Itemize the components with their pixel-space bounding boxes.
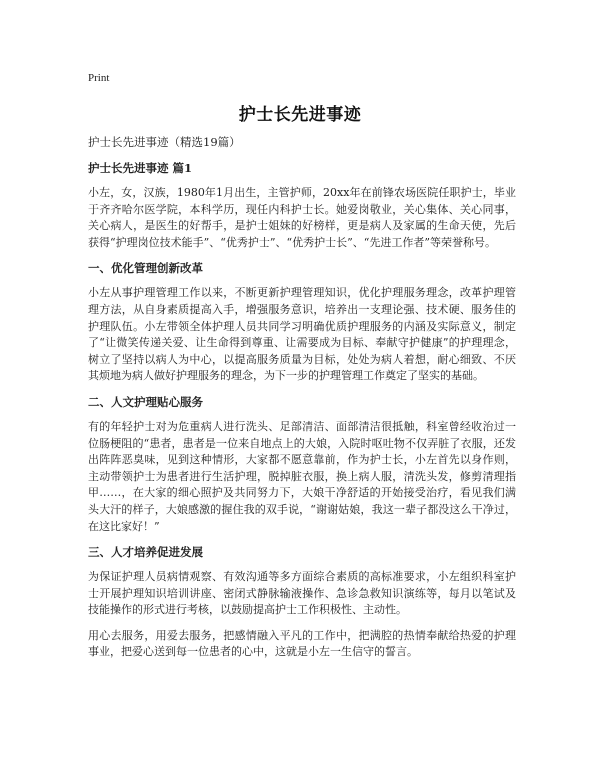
section-heading-talent-training: 三、人才培养促进发展 <box>88 545 203 560</box>
intro-paragraph: 小左，女，汉族，1980年1月出生，主管护师，20xx年在前锋农场医院任职护士，毕业于齐齐哈尔医学院，本科学历，现任内科护士长。她爱岗敬业，关心集体、关心同事，关心病人，是医生的好帮手，是护士姐妹的好榜样，更是病人及家属的生命天使，先后获得“护理岗位技术能手”、“优秀护士”、“优秀护士长”、“先进工作者”等荣誉称号。 <box>88 186 516 249</box>
section-paragraph: 为保证护理人员病情观察、有效沟通等多方面综合素质的高标准要求，小左组织科室护士开展护理知识培训讲座、密闭式静脉输液操作、急诊急救知识演练等，每月以笔试及技能操作的形式进行考核，以鼓励提高护士工作积极性、主动性。 <box>88 570 516 617</box>
section-paragraph: 有的年轻护士对为危重病人进行洗头、足部清洁、面部清洁很抵触，科室曾经收治过一位肠梗阻的“患者，患者是一位来自地点上的大娘，入院时呕吐物不仅弄脏了衣服，还发出阵阵恶臭味，见到这种情形，大家都不愿意靠前，作为护士长，小左首先以身作则，主动带领护士为患者进行生活护理，脱掉脏衣服，换上病人服，清洗头发，修剪清理指甲……，在大家的细心照护及共同努力下，大娘干净舒适的开始接受治疗，看见我们满头大汗的样子，大娘感激的握住我的双手说，“谢谢姑娘，我这一辈子都没这么干净过，在这比家好！” <box>88 419 516 533</box>
document-subtitle: 护士长先进事迹（精选19篇） <box>88 135 241 149</box>
section-heading-humanistic-care: 二、人文护理贴心服务 <box>88 394 203 409</box>
closing-paragraph: 用心去服务，用爱去服务，把感情融入平凡的工作中，把满腔的热情奉献给热爱的护理事业，把爱心送到每一位患者的心中，这就是小左一生信守的誓言。 <box>88 628 516 659</box>
section-heading-management: 一、优化管理创新改革 <box>88 261 203 276</box>
document-body <box>88 134 516 670</box>
print-link[interactable]: Print <box>88 72 110 84</box>
document-title: 护士长先进事迹 <box>238 105 362 125</box>
section-paragraph: 小左从事护理管理工作以来，不断更新护理管理知识，优化护理服务理念，改革护理管理方法，从自身素质提高入手，增强服务意识，培养出一支理论强、技术硬、服务佳的护理队伍。小左带领全体护理人员共同学习明确优质护理服务的内涵及实际意义，制定了“让微笑传递关爱、让生命得到尊重、让需要成为目标、奉献守护健康”的护理理念，树立了坚持以病人为中心，以提高服务质量为目标，处处为病人着想，耐心细致、不厌其烦地为病人做好护理服务的理念，为下一步的护理管理工作奠定了坚实的基础。 <box>88 286 516 383</box>
article-heading: 护士长先进事迹 篇1 <box>88 161 193 175</box>
